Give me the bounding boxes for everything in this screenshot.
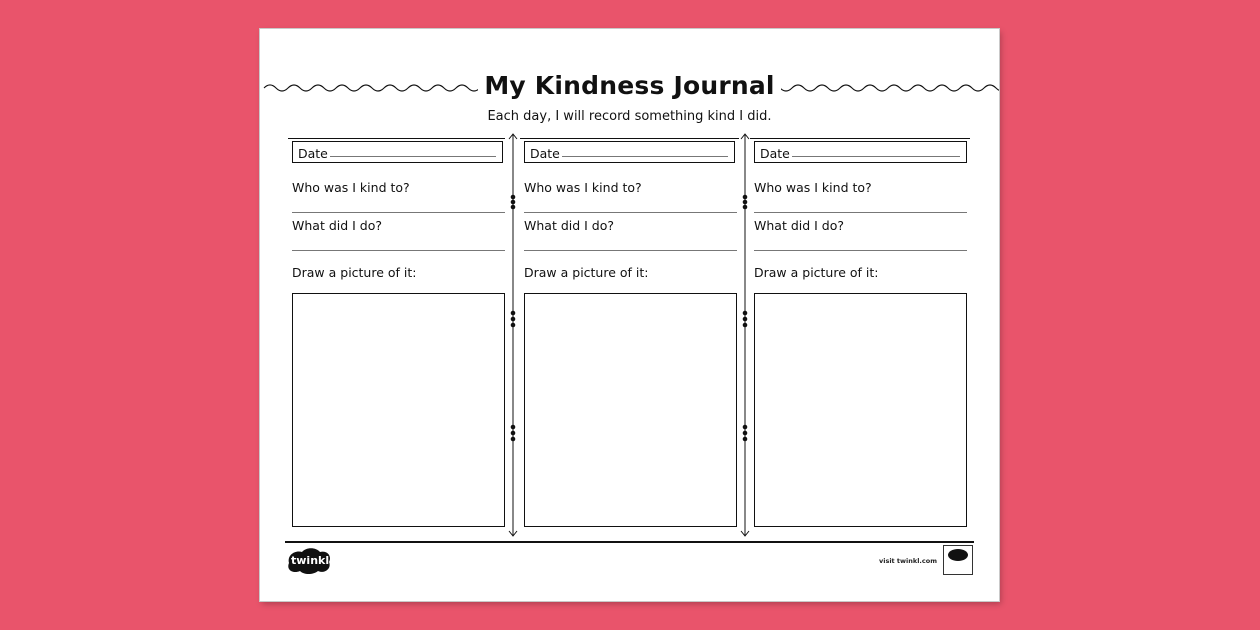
worksheet-subtitle: Each day, I will record something kind I did. <box>487 109 772 124</box>
date-label: Date <box>298 146 328 161</box>
journal-column-3 <box>750 138 982 528</box>
answer-line-what[interactable] <box>754 250 967 251</box>
worksheet-title-text: My Kindness Journal <box>478 71 780 100</box>
journal-column-1 <box>288 138 520 528</box>
column-top-rule <box>288 138 505 139</box>
footer-website-link[interactable]: visit twinkl.com <box>878 557 937 565</box>
cut-divider-1 <box>505 132 521 538</box>
column-top-rule <box>520 138 739 139</box>
question-what-did: What did I do? <box>292 218 383 233</box>
drawing-box[interactable] <box>524 293 737 527</box>
footer-rule <box>285 541 974 543</box>
date-field[interactable] <box>754 141 967 163</box>
question-who-kind: Who was I kind to? <box>524 180 642 195</box>
worksheet-title <box>260 71 999 100</box>
answer-line-what[interactable] <box>524 250 737 251</box>
question-what-did: What did I do? <box>524 218 615 233</box>
question-draw-picture: Draw a picture of it: <box>524 265 649 280</box>
cut-divider-2 <box>737 132 753 538</box>
date-label: Date <box>760 146 790 161</box>
question-draw-picture: Draw a picture of it: <box>754 265 879 280</box>
answer-line-what[interactable] <box>292 250 505 251</box>
date-underline <box>792 156 960 157</box>
date-underline <box>562 156 728 157</box>
question-what-did: What did I do? <box>754 218 845 233</box>
question-draw-picture: Draw a picture of it: <box>292 265 417 280</box>
date-underline <box>330 156 496 157</box>
drawing-box[interactable] <box>292 293 505 527</box>
answer-line-who[interactable] <box>754 212 967 213</box>
badge-logo-shape <box>948 549 968 561</box>
question-who-kind: Who was I kind to? <box>754 180 872 195</box>
answer-line-who[interactable] <box>524 212 737 213</box>
answer-line-who[interactable] <box>292 212 505 213</box>
twinkl-logo-text: twinkl <box>291 554 330 567</box>
worksheet-page <box>260 29 999 601</box>
date-field[interactable] <box>292 141 503 163</box>
question-who-kind: Who was I kind to? <box>292 180 410 195</box>
date-field[interactable] <box>524 141 735 163</box>
column-top-rule <box>750 138 970 139</box>
journal-column-2 <box>520 138 752 528</box>
date-label: Date <box>530 146 560 161</box>
drawing-box[interactable] <box>754 293 967 527</box>
quality-badge-icon <box>943 545 973 575</box>
